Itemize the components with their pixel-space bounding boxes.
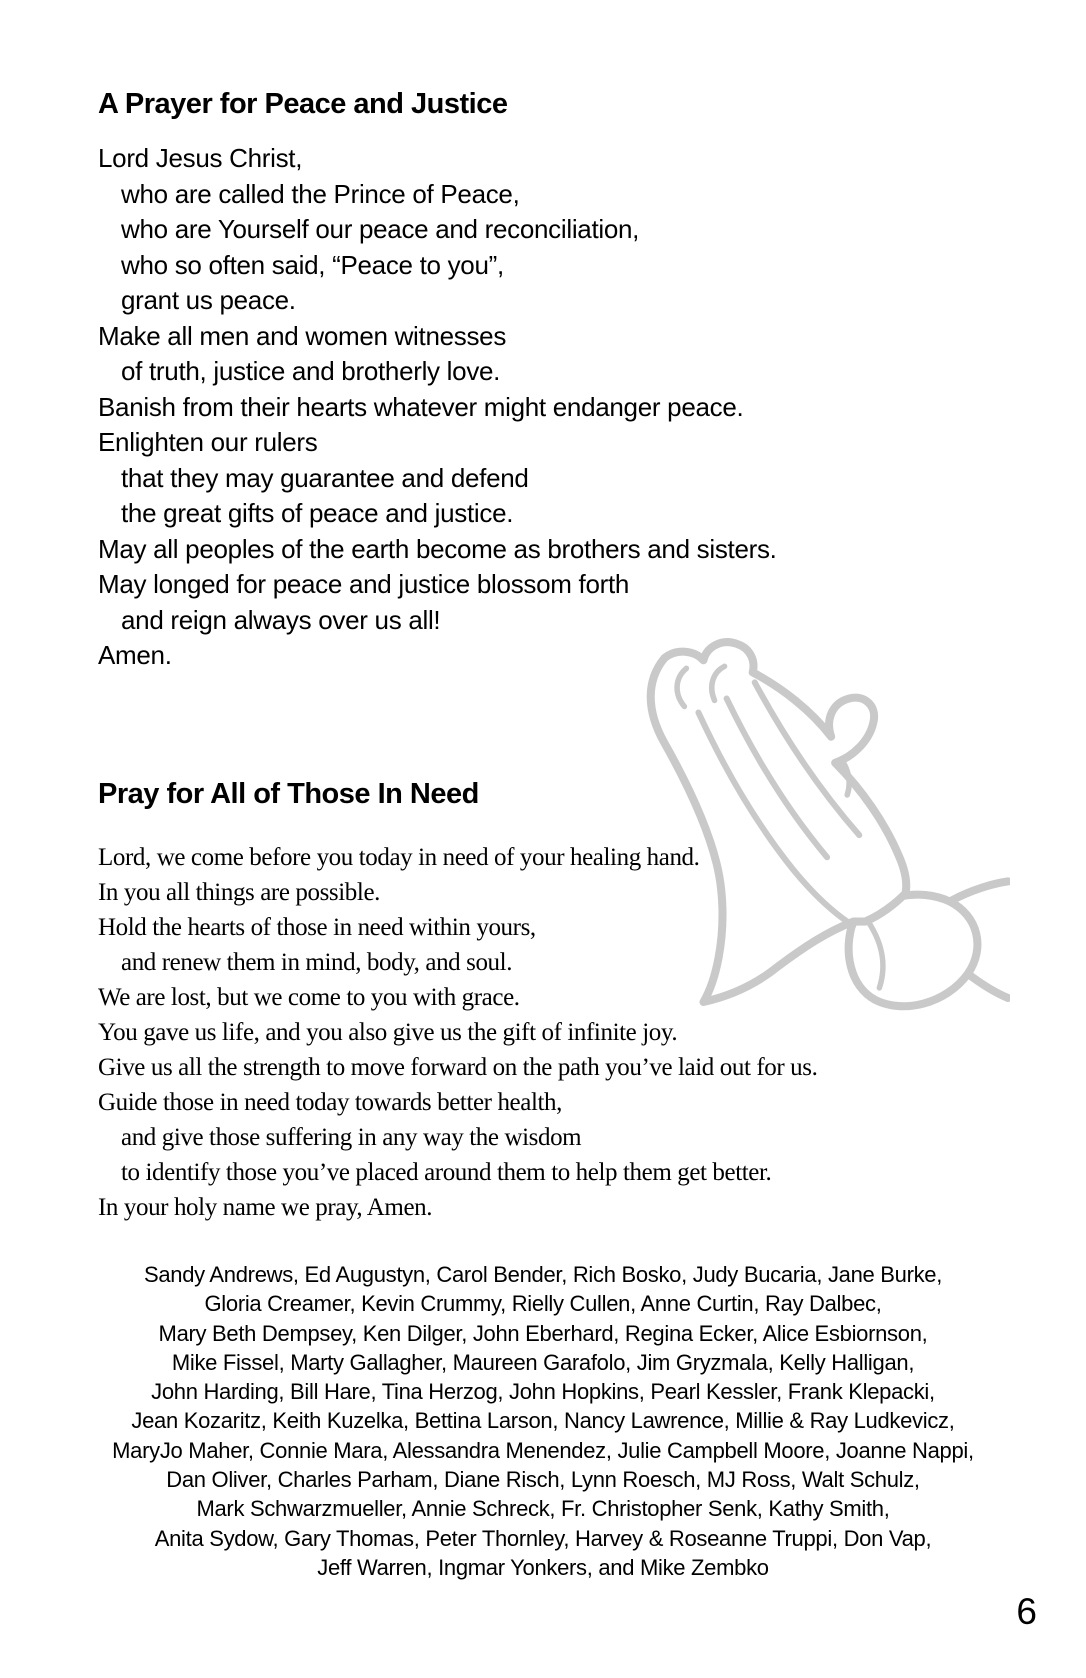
prayer-line: Lord Jesus Christ, <box>98 143 303 173</box>
prayer-need-text <box>98 840 817 1225</box>
names-line: Sandy Andrews, Ed Augustyn, Carol Bender, Rich Bosko, Judy Bucaria, Jane Burke, <box>143 1262 943 1287</box>
prayer-line: Lord, we come before you today in need of your healing hand. <box>98 844 700 871</box>
names-line: Mark Schwarzmueller, Annie Schreck, Fr. Christopher Senk, Kathy Smith, <box>196 1496 890 1522</box>
prayer-line: grant us peace. <box>121 285 296 315</box>
names-line: Mike Fissel, Marty Gallagher, Maureen Garafolo, Jim Gryzmala, Kelly Halligan, <box>171 1349 915 1375</box>
prayer-line: to identify those you’ve placed around them to help them get better. <box>121 1159 772 1186</box>
prayer-line: You gave us life, and you also give us the gift of infinite joy. <box>98 1019 678 1046</box>
names-line: Anita Sydow, Gary Thomas, Peter Thornley, Harvey & Roseanne Truppi, Don Vap, <box>154 1525 932 1551</box>
prayer-line: and give those suffering in any way the wisdom <box>121 1124 582 1151</box>
prayer-line: that they may guarantee and defend <box>121 462 529 493</box>
prayer-line: who are called the Prince of Peace, <box>121 178 520 209</box>
prayer-line: of truth, justice and brotherly love. <box>121 356 501 386</box>
prayer-peace-text <box>98 141 777 674</box>
prayer-line: who are Yourself our peace and reconciliation, <box>121 214 640 244</box>
prayer-line: Enlighten our rulers <box>98 427 318 457</box>
page-number: 6 <box>1016 1591 1037 1632</box>
prayer-line: Amen. <box>98 640 172 670</box>
names-line: Jean Kozaritz, Keith Kuzelka, Bettina Larson, Nancy Lawrence, Millie & Ray Ludkevicz, <box>131 1408 955 1434</box>
names-line: MaryJo Maher, Connie Mara, Alessandra Menendez, Julie Campbell Moore, Joanne Nappi, <box>112 1437 974 1463</box>
prayer-line: May all peoples of the earth become as brothers and sisters. <box>98 533 777 564</box>
prayer-line: Banish from their hearts whatever might endanger peace. <box>98 391 744 422</box>
prayer-line: who so often said, “Peace to you”, <box>121 249 504 280</box>
prayer-line: Guide those in need today towards better health, <box>98 1089 562 1116</box>
prayer-line: Give us all the strength to move forward on the path you’ve laid out for us. <box>98 1054 818 1081</box>
names-line: Jeff Warren, Ingmar Yonkers, and Mike Zembko <box>317 1554 769 1580</box>
names-line: John Harding, Bill Hare, Tina Herzog, John Hopkins, Pearl Kessler, Frank Klepacki, <box>151 1379 935 1405</box>
prayer-line: and renew them in mind, body, and soul. <box>121 949 513 976</box>
names-line: Dan Oliver, Charles Parham, Diane Risch, Lynn Roesch, MJ Ross, Walt Schulz, <box>166 1467 920 1493</box>
prayer-line: May longed for peace and justice blossom forth <box>98 569 630 599</box>
names-line: Gloria Creamer, Kevin Crummy, Rielly Cullen, Anne Curtin, Ray Dalbec, <box>204 1291 882 1317</box>
section-title-peace: A Prayer for Peace and Justice <box>98 88 508 120</box>
section-title-need: Pray for All of Those In Need <box>98 778 479 810</box>
prayer-line: Make all men and women witnesses <box>98 320 507 351</box>
names-line: Mary Beth Dempsey, Ken Dilger, John Eberhard, Regina Ecker, Alice Esbiornson, <box>158 1320 928 1346</box>
prayer-line: We are lost, but we come to you with grace. <box>98 984 520 1011</box>
prayer-names-list <box>40 1260 1046 1582</box>
prayer-line: and reign always over us all! <box>121 604 441 635</box>
prayer-line: Hold the hearts of those in need within yours, <box>98 914 536 941</box>
prayer-line: the great gifts of peace and justice. <box>121 498 514 528</box>
prayer-line: In you all things are possible. <box>98 879 380 906</box>
prayer-line: In your holy name we pray, Amen. <box>98 1194 433 1221</box>
